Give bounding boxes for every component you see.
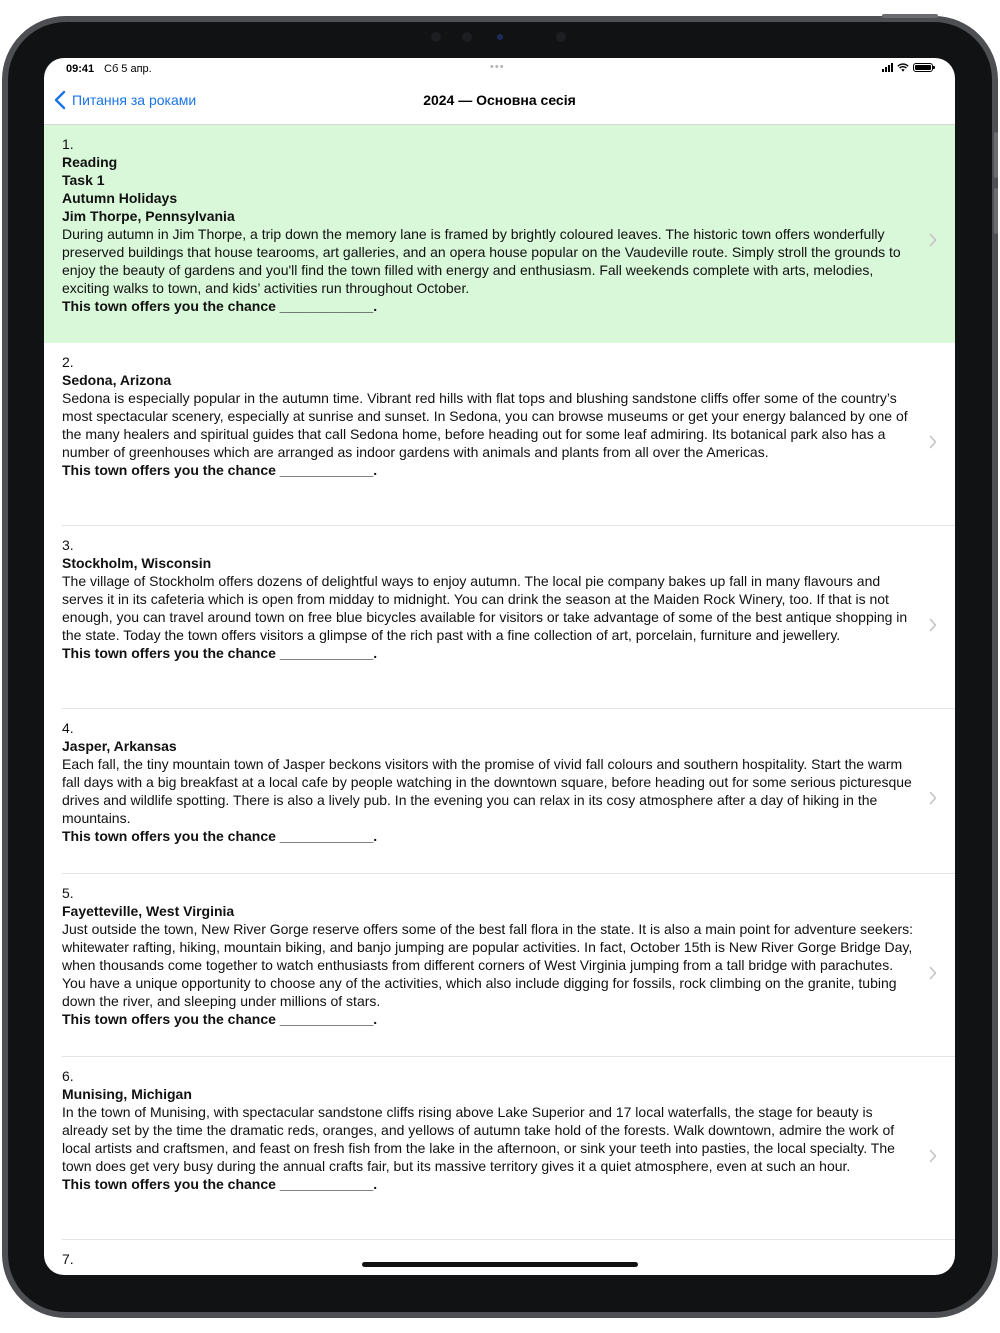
question-number: 6. [62,1068,74,1084]
question-prompt: This town offers you the chance ____________. [62,828,378,844]
question-number: 4. [62,720,74,736]
sensor-dot [431,32,441,42]
question-text: During autumn in Jim Thorpe, a trip down the memory lane is framed by brightly coloured leaves. The historic town offers wonderfully preserved buildings that house tearooms, art galleries, and an opera house popular on the Vaudeville route. Simply stroll the grounds to enjoy the beauty of gardens and you'll find the town filled with energy and enthusiasm. Fall weekends complete with arts, melodies, exciting walks to town, and kids’ activities run throughout October. [62,226,901,296]
question-text: The village of Stockholm offers dozens of delightful ways to enjoy autumn. The local pie company bakes up fall in many flavours and serves it in its cafeteria which is open from midday to midnight. You can drink the season at the Maiden Rock Winery, too. If that is not enough, you can travel around town on free blue bicycles available for visitors or take advantage of some of the best antique shopping in the state. Today the town offers visitors a glimpse of the rich past with a fine collection of art, porcelain, furniture and jewellery. [62,573,908,643]
volume-down-button [994,188,998,234]
multitasking-dots-icon[interactable]: ••• [490,61,505,73]
question-number: 5. [62,885,74,901]
question-prompt: This town offers you the chance ____________. [62,298,378,314]
page-title: 2024 — Основна сесія [423,92,576,108]
question-heading: Reading [62,154,118,170]
cellular-signal-icon [882,63,893,72]
status-indicators [882,63,933,72]
sensor-dot [462,32,472,42]
status-bar [44,58,955,82]
question-heading: Task 1 [62,172,105,188]
question-row[interactable] [44,343,955,526]
battery-icon [913,63,933,72]
question-text: Just outside the town, New River Gorge reserve offers some of the best fall flora in the state. It is also a main point for adventure seekers: whitewater rafting, hiking, mountain biking, and banjo jumping are popular activities. In fact, October 15th is New River Gorge Bridge Day, when thousands come together to watch enthusiasts from different corners of West Virginia jumping from a tall bridge with parachutes. You have a unique opportunity to choose any of the activities, which also include digging for fossils, rock climbing on the granite, tubing down the river, and sleeping under millions of stars. [62,921,914,1009]
question-row[interactable] [44,125,955,343]
chevron-right-icon [929,618,937,632]
chevron-right-icon [929,966,937,980]
question-row[interactable] [44,1057,955,1240]
question-row[interactable] [44,709,955,874]
question-heading: Jim Thorpe, Pennsylvania [62,208,235,224]
question-row[interactable] [44,874,955,1057]
question-prompt: This town offers you the chance ____________. [62,1011,378,1027]
navigation-bar [44,82,955,125]
question-number: 7. [62,1251,74,1267]
status-date: Сб 5 апр. [104,63,152,75]
front-camera [497,34,503,40]
chevron-right-icon [929,1149,937,1163]
top-button [882,14,938,18]
question-row[interactable] [44,526,955,709]
question-text: In the town of Munising, with spectacular sandstone cliffs rising above Lake Superior and 17 local waterfalls, the stage for beauty is already set by the time the dramatic reds, oranges, and yellows of autumn take hold of the forests. Walk downtown, admire the work of local artists and craftsmen, and feast on fresh fish from the lake in the afternoon, or sink your teeth into pasties, the local specialty. The town does get very busy during the annual crafts fair, but its massive territory gives it a quiet atmosphere, even at such an hour. [62,1104,895,1174]
question-prompt: This town offers you the chance ____________. [62,645,378,661]
question-row[interactable] [44,1240,955,1275]
question-number: 3. [62,537,74,553]
question-heading: Fayetteville, West Virginia [62,903,235,919]
sensor-dot [556,32,566,42]
chevron-right-icon [929,791,937,805]
volume-up-button [994,132,998,178]
question-prompt: This town offers you the chance ____________. [62,462,378,478]
question-text: Sedona is especially popular in the autumn time. Vibrant red hills with flat tops and blushing sandstone cliffs offer some of the country’s most spectacular scenery, especially at sunrise and sunset. In Sedona, you can browse museums or get your energy balanced by one of the many healers and spiritual guides that call Sedona home, before heading out for some leaf admiring. Its botanical park also has a number of greenhouses which are arranged as indoor gardens with animals and plants from all over the Americas. [62,390,908,460]
question-heading: Munising, Michigan [62,1086,192,1102]
chevron-right-icon [929,233,937,247]
question-number: 1. [62,136,74,152]
question-heading: Jasper, Arkansas [62,738,177,754]
question-heading: Sedona, Arizona [62,372,172,388]
question-text: Each fall, the tiny mountain town of Jasper beckons visitors with the promise of vivid fall colours and southern hospitality. Start the warm fall days with a big breakfast at a local cafe by people watching in the downtown square, before heading out for some serious picturesque drives and wildlife spotting. There is also a lively pub. In the evening you can relax in its cosy atmosphere after a day of hiking in the mountains. [62,756,912,826]
question-heading: Stockholm, Wisconsin [62,555,212,571]
screen [44,58,955,1275]
chevron-right-icon [929,435,937,449]
question-heading: Autumn Holidays [62,190,178,206]
status-time: 09:41 [66,63,95,75]
wifi-icon [897,63,909,72]
question-number: 2. [62,354,74,370]
question-prompt: This town offers you the chance ____________. [62,1176,378,1192]
home-indicator[interactable] [362,1262,638,1267]
back-label: Питання за роками [72,92,197,108]
